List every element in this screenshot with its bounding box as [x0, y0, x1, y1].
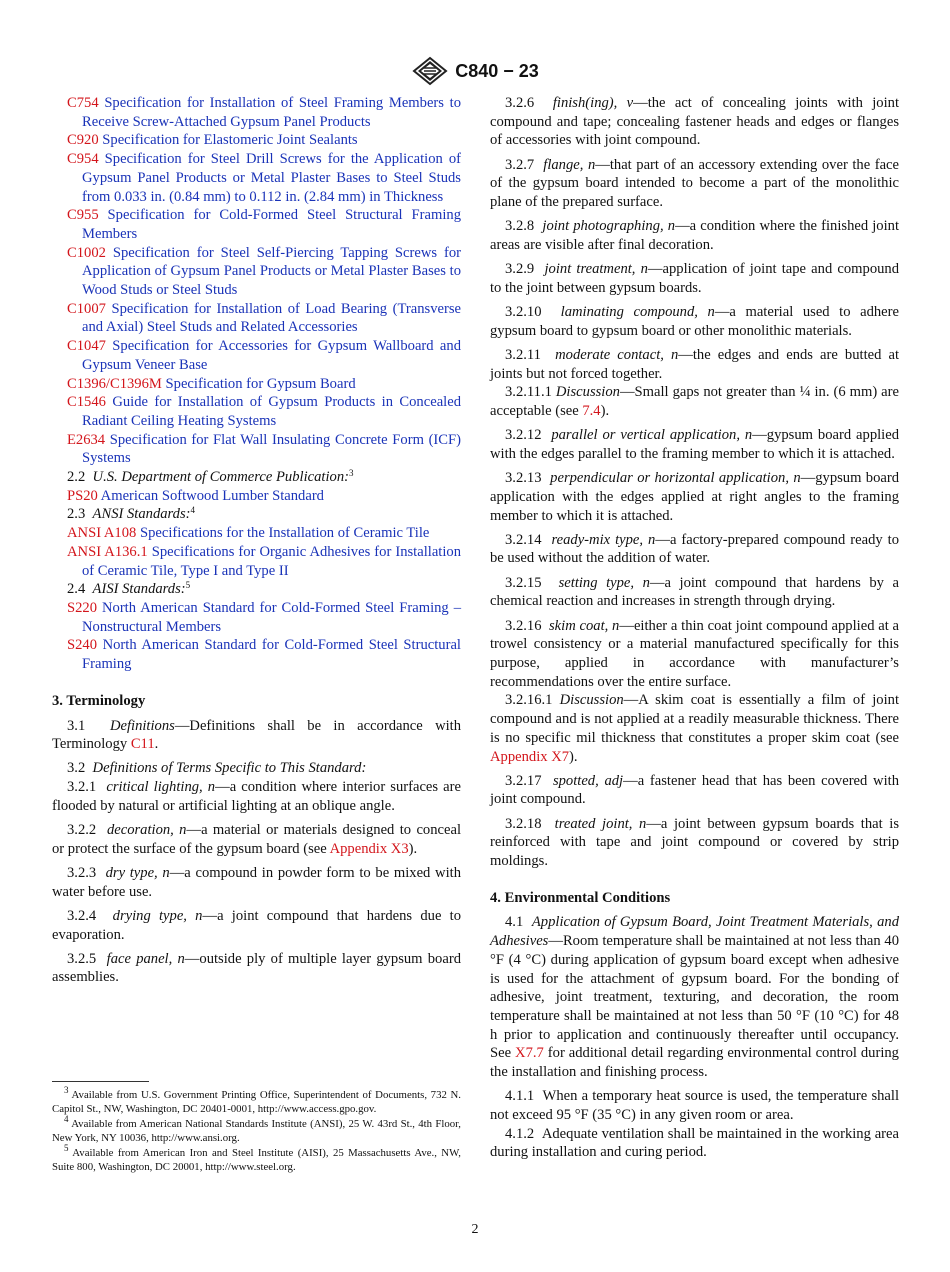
reference-item[interactable]: ANSI A136.1 Specifications for Organic Adhesives for Installation of Ceramic Tile, Type I and Type II [67, 543, 461, 579]
astm-logo-icon [411, 56, 449, 86]
section-2-3: 2.3 ANSI Standards:$^4$ [67, 505, 196, 523]
definition-3-2-11-1: 3.2.11.1 Discussion—Small gaps not greater than ¼ in. (6 mm) are acceptable (see 7.4). [490, 384, 899, 420]
reference-item[interactable]: C1002 Specification for Steel Self-Piercing Tapping Screws for Application of Gypsum Panel Products or Metal Plaster Bases to Wood Studs or Steel Studs [67, 244, 461, 299]
definition-3-2-14: 3.2.14 ready-mix type, n—a factory-prepared compound ready to be used without the addition of water. [490, 531, 900, 567]
reference-item[interactable]: C1546 Guide for Installation of Gypsum Products in Concealed Radiant Ceiling Heating Systems [67, 394, 461, 429]
definition-3-2-8: 3.2.8 joint photographing, n—a condition where the finished joint areas are visible after final decoration. [490, 218, 900, 253]
link-x7-7[interactable]: X7.7 [515, 1045, 544, 1062]
definition-3-2-13: 3.2.13 perpendicular or horizontal application, n—gypsum board application with the edges applied at right angles to the framing member to which it is attached. [490, 470, 900, 524]
reference-item[interactable]: C1047 Specification for Accessories for Gypsum Wallboard and Gypsum Veneer Base [67, 338, 461, 373]
definition-3-2-15: 3.2.15 setting type, n—a joint compound that hardens by a chemical reaction and increases in strength through drying. [490, 574, 900, 610]
footnotes [52, 1085, 461, 1175]
reference-item[interactable]: C1007 Specification for Installation of Load Bearing (Transverse and Axial) Steel Studs and Related Accessories [67, 300, 461, 336]
definition-3-2-12: 3.2.12 parallel or vertical application, n—gypsum board applied with the edges parallel to the framing member to which it is attached. [490, 427, 900, 462]
definition-3-2-5: 3.2.5 face panel, n—outside ply of multiple layer gypsum board assemblies. [52, 950, 461, 986]
definition-3-2-16: 3.2.16 skim coat, n—either a thin coat joint compound applied at a trowel consistency or a material manufactured specifically for this purpose, applied in accordance with manufacturer’s recommendations over the entire surface. [490, 617, 900, 690]
reference-item[interactable]: E2634 Specification for Flat Wall Insulating Concrete Form (ICF) Systems [67, 431, 462, 467]
link-appendix-x7[interactable]: Appendix X7 [490, 748, 570, 765]
section-2-4: 2.4 AISI Standards:$^5$ [67, 580, 191, 598]
definition-3-2-7: 3.2.7 flange, n—that part of an accessory extending over the face of the gypsum board intended to become a part of the monolithic plane of the prepared surface. [490, 156, 900, 211]
definition-3-1: 3.1 Definitions—Definitions shall be in accordance with Terminology C11. [52, 717, 462, 753]
reference-item[interactable]: C1396/C1396M Specification for Gypsum Board [67, 375, 356, 392]
footnote-divider [52, 1081, 149, 1082]
reference-item[interactable]: C920 Specification for Elastomeric Joint Sealants [67, 132, 358, 149]
section-heading-environmental-conditions: 4. Environmental Conditions [490, 889, 671, 906]
section-4-1: 4.1 Application of Gypsum Board, Joint Treatment Materials, and Adhesives—Room temperature shall be maintained at not less than 40 °F (4 °C) during application of gypsum board except when adhesive is used for the attachment of gypsum board. For the bonding of adhesive, joint treatment, texturing, and decoration, the room temperature shall be maintained at not less than 50 °F (10 °C) for 48 h prior to application and continuously thereafter until occupancy. See X7.7 for additional detail regarding environmental control during the installation and finishing process. [490, 914, 900, 1081]
document-code: C840 − 23 [455, 60, 539, 81]
reference-item[interactable]: C955 Specification for Cold-Formed Steel Structural Framing Members [67, 207, 461, 242]
reference-item[interactable]: PS20 American Softwood Lumber Standard [67, 487, 324, 504]
definition-3-2-18: 3.2.18 treated joint, n—a joint between gypsum boards that is reinforced with tape and joint compound or covered by strip moldings. [490, 815, 900, 870]
section-4-1-1: 4.1.1 When a temporary heat source is used, the temperature shall not exceed 95 °F (35 °C) in any given room or area. [490, 1088, 900, 1123]
reference-list [52, 94, 461, 468]
reference-item[interactable]: S220 North American Standard for Cold-Formed Steel Framing – Nonstructural Members [67, 599, 461, 635]
definition-3-2-1: 3.2.1 critical lighting, n—a condition where interior surfaces are flooded by natural or artificial lighting at an oblique angle. [52, 779, 461, 814]
definition-3-2: 3.2 Definitions of Terms Specific to This Standard: [67, 760, 367, 777]
section-2-2: 2.2 U.S. Department of Commerce Publication:$^3$ [67, 468, 354, 486]
definition-3-2-16-1: 3.2.16.1 Discussion—A skim coat is essentially a film of joint compound and is not applied at a readily measurable thickness. There is no specific mil thickness that constitutes a proper skim coat (see Appendix X7). [490, 692, 899, 765]
reference-item[interactable]: ANSI A108 Specifications for the Installation of Ceramic Tile [67, 525, 430, 542]
footnote: $^3$ Available from U.S. Government Printing Office, Superintendent of Documents, 732 N. Capitol St., NW, Washington, DC 20401-0001, http://www.access.gpo.gov. [52, 1085, 461, 1115]
definition-3-2-11: 3.2.11 moderate contact, n—the edges and ends are butted at joints but not forced together. [490, 346, 900, 382]
footnote: $^4$ Available from American National Standards Institute (ANSI), 25 W. 43rd St., 4th Floor, New York, NY 10036, http://www.ansi.org. [52, 1114, 461, 1144]
link-c11[interactable]: C11 [130, 736, 155, 753]
definition-3-2-4: 3.2.4 drying type, n—a joint compound that hardens due to evaporation. [52, 907, 462, 943]
definition-3-2-9: 3.2.9 joint treatment, n—application of joint tape and compound to the joint between gypsum boards. [490, 261, 900, 296]
reference-item[interactable]: C954 Specification for Steel Drill Screws for the Application of Gypsum Panel Products or Metal Plaster Bases to Steel Studs from 0.033 in. (0.84 mm) to 0.112 in. (2.84 mm) in Thickness [67, 151, 461, 205]
footnote: $^5$ Available from American Iron and Steel Institute (AISI), 25 Massachusetts Ave., NW, Suite 800, Washington, DC 20001, http://www.steel.org. [52, 1143, 461, 1173]
definition-3-2-3: 3.2.3 dry type, n—a compound in powder form to be mixed with water before use. [52, 864, 462, 900]
definition-3-2-2: 3.2.2 decoration, n—a material or materials designed to conceal or protect the surface of the gypsum board (see Appendix X3). [52, 822, 462, 857]
section-heading-terminology: 3. Terminology [52, 692, 146, 709]
section-4-1-2: 4.1.2 Adequate ventilation shall be maintained in the working area during installation and curing period. [490, 1125, 899, 1161]
reference-item[interactable]: S240 North American Standard for Cold-Formed Steel Structural Framing [67, 637, 461, 673]
link-7-4[interactable]: 7.4 [582, 403, 601, 420]
right-column [490, 94, 899, 1168]
definition-3-2-10: 3.2.10 laminating compound, n—a material used to adhere gypsum board to gypsum board or other monolithic materials. [490, 304, 899, 339]
left-column [52, 94, 461, 993]
page-number: 2 [471, 1222, 479, 1237]
definition-3-2-6: 3.2.6 finish(ing), v—the act of concealing joints with joint compound and tape; concealing fastener heads and edges or flanges of accessories with joint compound. [490, 95, 899, 149]
definition-3-2-17: 3.2.17 spotted, adj—a fastener head that has been covered with joint compound. [490, 772, 900, 808]
page-header [0, 56, 950, 86]
reference-item[interactable]: C754 Specification for Installation of Steel Framing Members to Receive Screw-Attached Gypsum Panel Products [67, 95, 461, 130]
link-appendix-x3[interactable]: Appendix X3 [329, 840, 409, 857]
